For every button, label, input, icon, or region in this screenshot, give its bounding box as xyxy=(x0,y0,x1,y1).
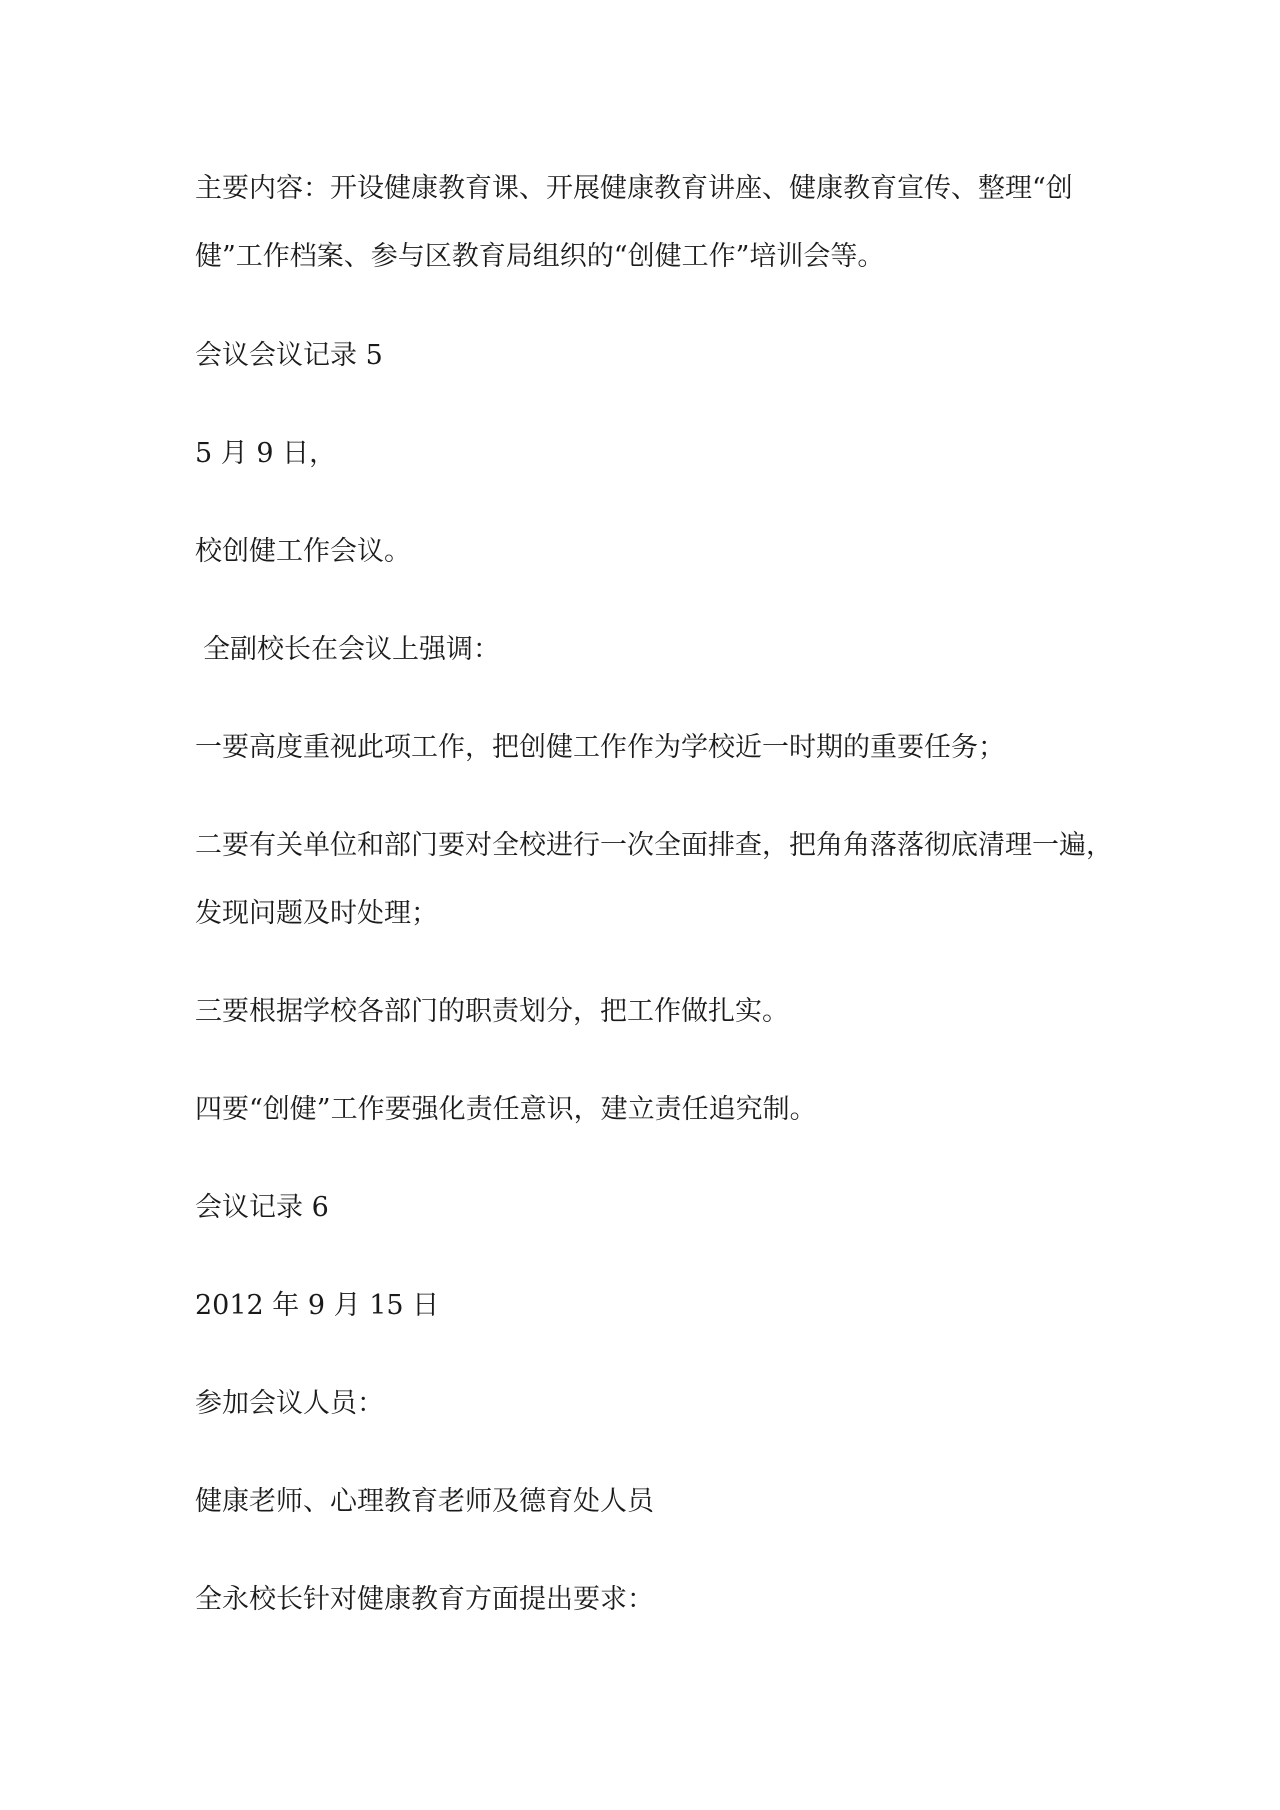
meeting-5-speaker-intro: 全副校长在会议上强调： xyxy=(203,634,500,665)
content-summary-line-1: 主要内容：开设健康教育课、开展健康教育讲座、健康教育宣传、整理“创 xyxy=(195,173,1073,204)
meeting-5-point-3: 三要根据学校各部门的职责划分，把工作做扎实。 xyxy=(195,996,789,1027)
meeting-record-5-heading: 会议会议记录 5 xyxy=(195,340,383,371)
meeting-5-point-4: 四要“创健”工作要强化责任意识，建立责任追究制。 xyxy=(195,1094,817,1125)
meeting-6-date: 2012 年 9 月 15 日 xyxy=(195,1290,440,1321)
meeting-5-point-2-line-2: 发现问题及时处理； xyxy=(195,898,438,929)
meeting-5-title: 校创健工作会议。 xyxy=(195,536,411,567)
meeting-6-principal-requirements: 全永校长针对健康教育方面提出要求： xyxy=(195,1584,654,1615)
meeting-5-point-2-line-1: 二要有关单位和部门要对全校进行一次全面排查，把角角落落彻底清理一遍， xyxy=(195,830,1113,861)
meeting-5-date: 5 月 9 日， xyxy=(195,438,337,469)
meeting-record-6-heading: 会议记录 6 xyxy=(195,1192,329,1223)
meeting-5-point-1: 一要高度重视此项工作，把创健工作作为学校近一时期的重要任务； xyxy=(195,732,1005,763)
content-summary-line-2: 健”工作档案、参与区教育局组织的“创健工作”培训会等。 xyxy=(195,241,885,272)
meeting-6-attendees: 健康老师、心理教育老师及德育处人员 xyxy=(195,1486,654,1517)
meeting-6-attendees-label: 参加会议人员： xyxy=(195,1388,384,1419)
